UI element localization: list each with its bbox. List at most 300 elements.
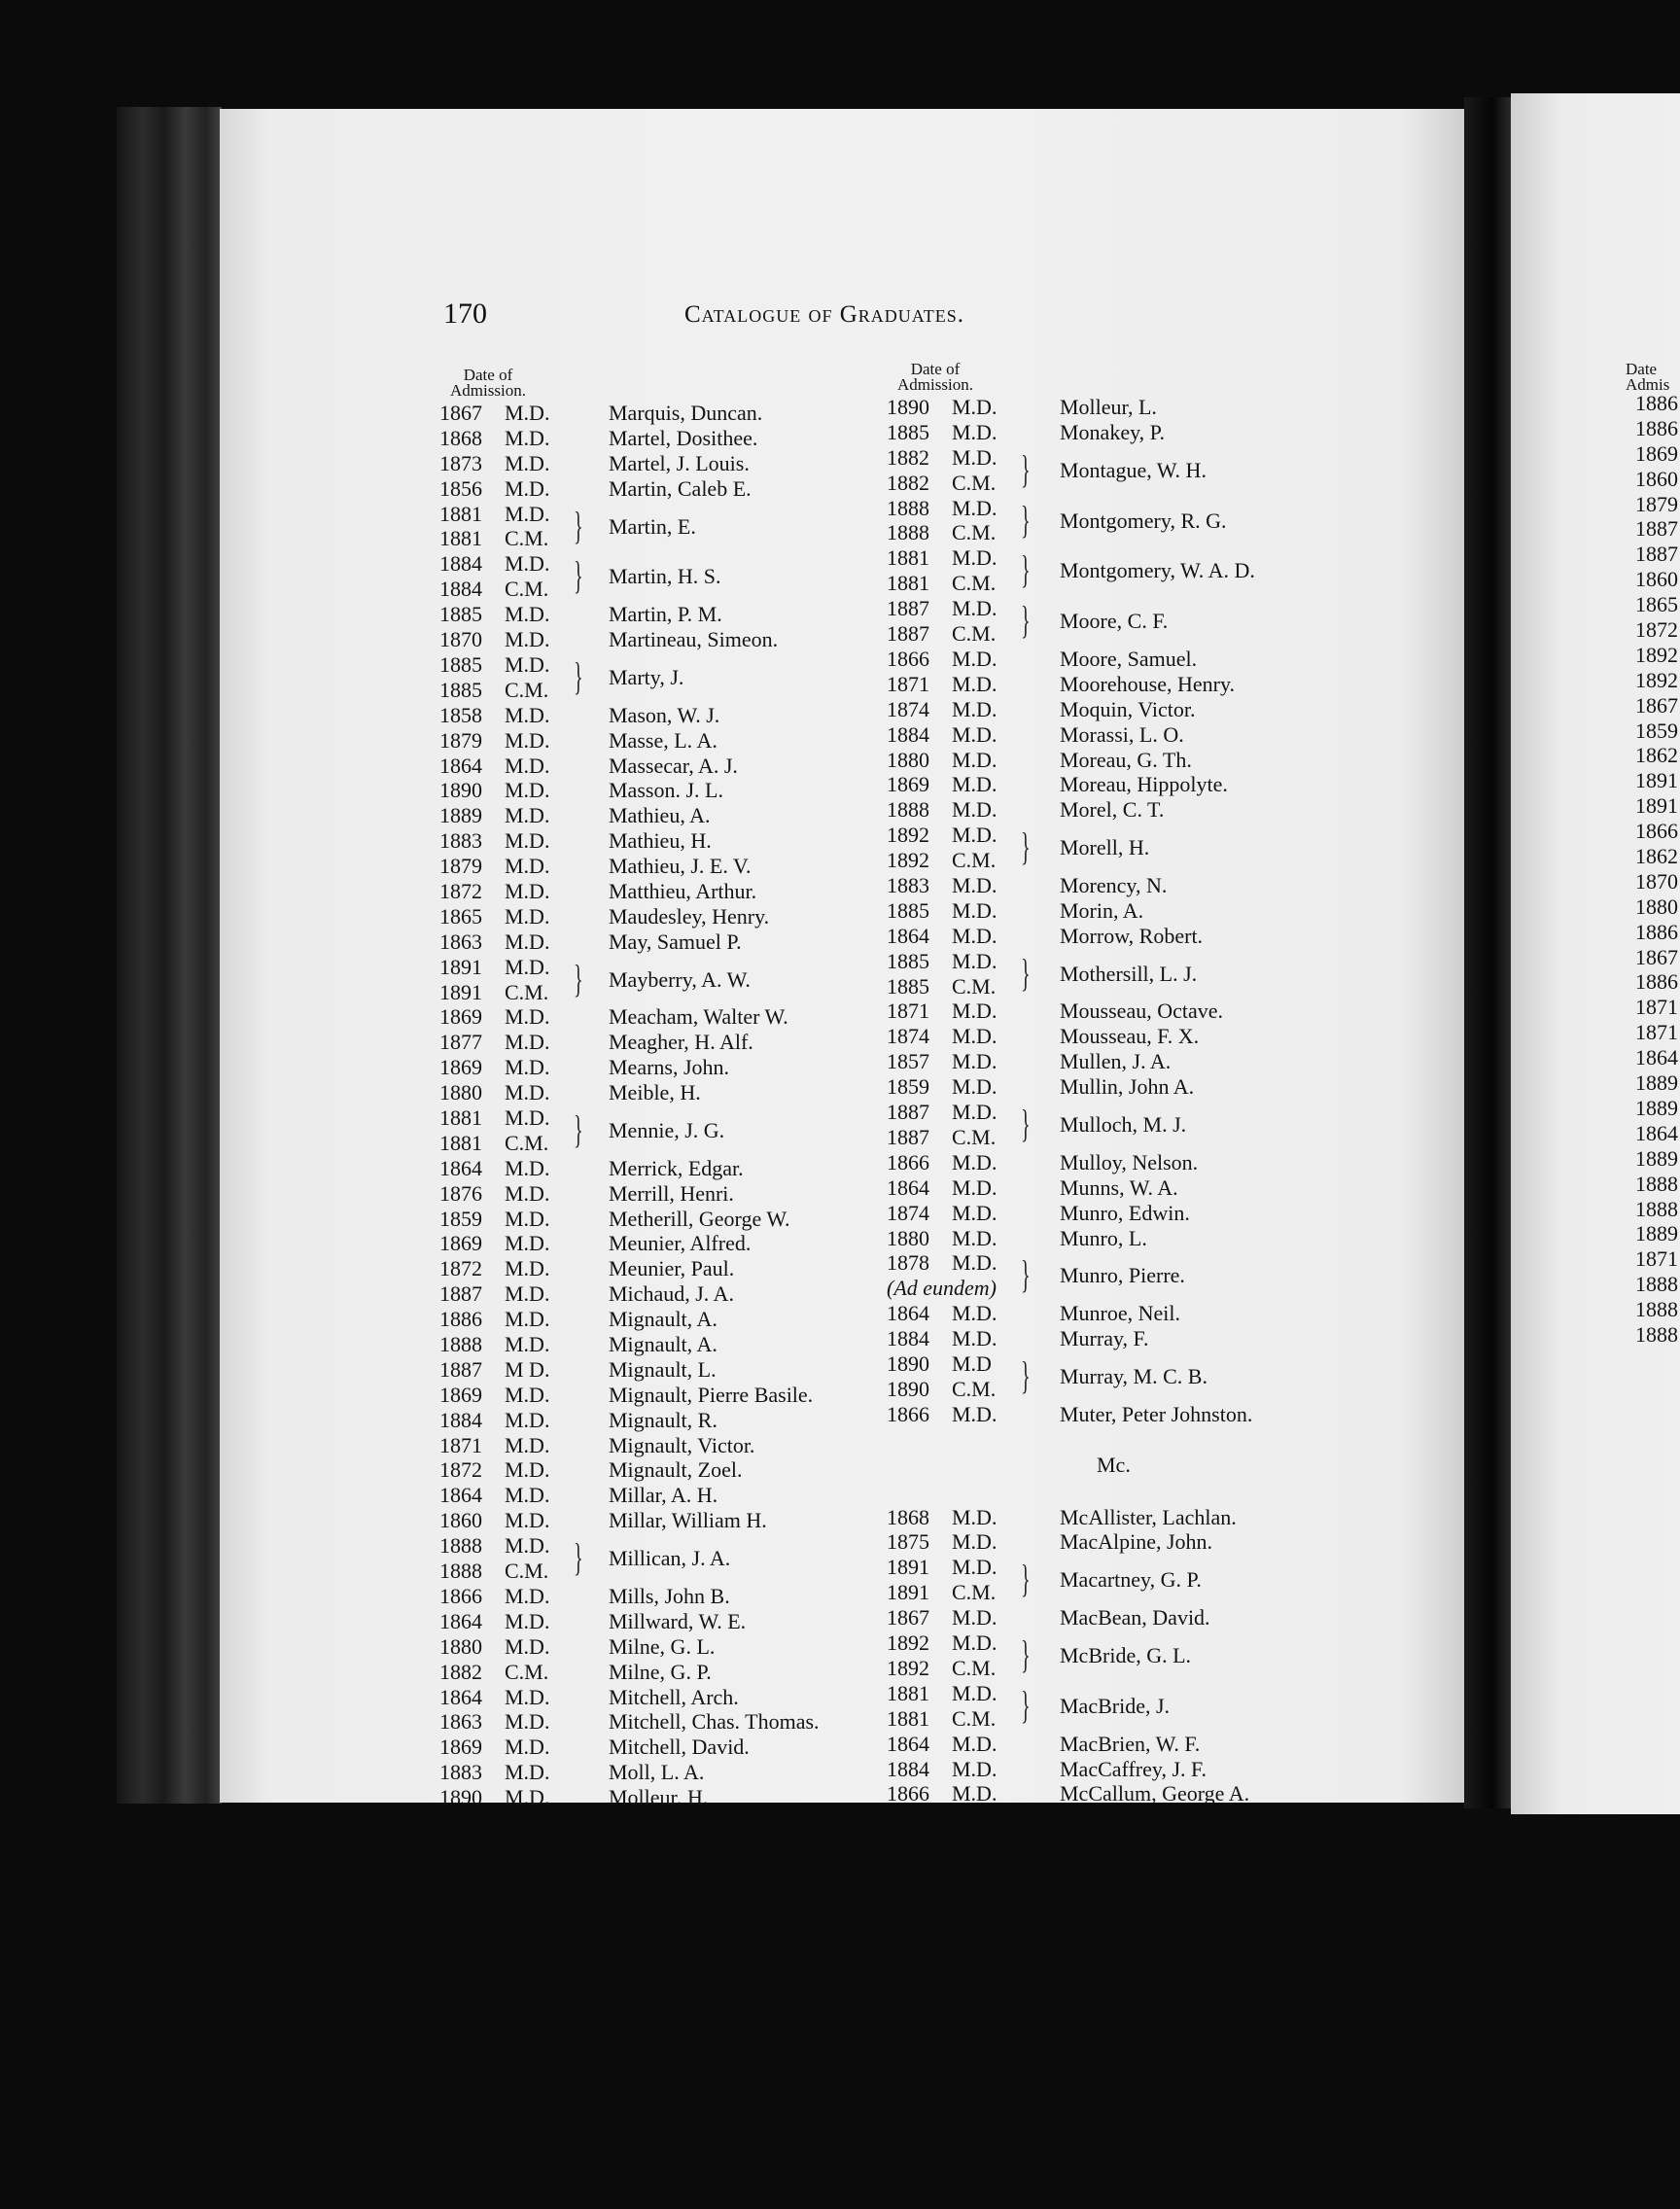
- graduate-entry-group: [887, 1351, 1373, 1402]
- degree: M.D.: [952, 1100, 998, 1125]
- graduate-name: Meunier, Alfred.: [609, 1231, 752, 1256]
- degree: M.D.: [952, 1756, 998, 1781]
- admission-year: 1884: [887, 1326, 929, 1351]
- admission-year: 1885: [887, 973, 929, 999]
- graduate-name: Meacham, Walter W.: [609, 1004, 788, 1030]
- admission-year: 1890: [439, 778, 482, 803]
- admission-year: 1882: [887, 470, 929, 495]
- facing-page-year: 1869: [1635, 440, 1678, 466]
- graduate-name: Mullen, J. A.: [1060, 1049, 1172, 1074]
- facing-page-year: 1864: [1635, 1045, 1678, 1070]
- admission-year: 1885: [887, 897, 929, 923]
- graduate-name: Merrill, Henri.: [609, 1180, 734, 1206]
- degree: M.D.: [505, 1231, 550, 1256]
- graduate-name: MacBean, David.: [1060, 1605, 1210, 1630]
- admission-year: 1879: [439, 854, 482, 879]
- admission-year: 1884: [887, 721, 929, 747]
- graduate-name: McAllister, Lachlan.: [1060, 1504, 1237, 1529]
- graduate-name: Millar, William H.: [609, 1508, 767, 1533]
- admission-year: 1864: [887, 1731, 929, 1756]
- admission-year: 1863: [439, 929, 482, 954]
- admission-year: 1881: [887, 571, 929, 596]
- graduate-entry-group: [439, 502, 896, 552]
- admission-year: 1892: [887, 848, 929, 873]
- degree: M D.: [505, 1356, 550, 1382]
- graduate-name: MacCaffrey, J. F.: [1060, 1756, 1207, 1781]
- graduate-entry: [439, 476, 896, 502]
- admission-year: 1880: [887, 1225, 929, 1250]
- admission-year: 1885: [887, 948, 929, 973]
- facing-page-year: 1862: [1635, 844, 1678, 869]
- degree: M.D.: [952, 721, 998, 747]
- graduate-name: Mason, W. J.: [609, 702, 720, 727]
- admission-year: 1865: [439, 903, 482, 929]
- graduate-entry: [887, 1757, 1373, 1782]
- admission-year: 1869: [439, 1735, 482, 1760]
- facing-page-years: [1635, 391, 1680, 1348]
- graduate-name: Mills, John B.: [609, 1583, 730, 1608]
- graduate-entry: [887, 873, 1373, 898]
- graduate-name: Matthieu, Arthur.: [609, 878, 757, 903]
- admission-year: 1879: [439, 727, 482, 753]
- facing-page-year: 1864: [1635, 1120, 1678, 1145]
- brace-mark: }: [1021, 497, 1031, 542]
- degree: M.D.: [505, 1684, 550, 1709]
- graduate-entry: [439, 1004, 896, 1030]
- degree: M.D.: [505, 1533, 550, 1559]
- graduate-name: Meunier, Paul.: [609, 1256, 735, 1281]
- facing-page-year: 1892: [1635, 667, 1678, 692]
- admission-year: 1884: [439, 551, 482, 577]
- facing-page-year: 1872: [1635, 617, 1678, 643]
- facing-page-year: 1889: [1635, 1145, 1678, 1171]
- graduate-entry: [887, 395, 1373, 420]
- admission-year: 1866: [887, 1401, 929, 1426]
- graduate-name: Munro, L.: [1060, 1225, 1147, 1250]
- graduate-name: Merrick, Edgar.: [609, 1155, 744, 1180]
- degree: C.M.: [505, 979, 549, 1004]
- section-heading-mc: Mc.: [1097, 1452, 1131, 1477]
- left-column: [439, 368, 896, 1810]
- degree: M.D.: [952, 444, 998, 470]
- graduate-entry: [887, 1402, 1373, 1427]
- admission-year: 1868: [887, 1504, 929, 1529]
- graduate-name: Martin, H. S.: [609, 564, 721, 589]
- admission-year: 1892: [887, 1630, 929, 1656]
- admission-year: 1858: [439, 702, 482, 727]
- degree: M.D.: [952, 671, 998, 696]
- graduate-name: Mathieu, H.: [609, 828, 712, 854]
- admission-year: 1871: [439, 1432, 482, 1457]
- admission-year: 1887: [887, 1124, 929, 1149]
- admission-year: 1885: [439, 677, 482, 702]
- left-entry-list: [439, 401, 896, 1810]
- facing-header-line: Date: [1626, 362, 1658, 378]
- graduate-name: Martin, P. M.: [609, 602, 722, 627]
- degree: M.D.: [952, 1680, 998, 1705]
- graduate-entry: [887, 1326, 1373, 1351]
- graduate-entry: [439, 929, 896, 955]
- admission-year: 1891: [887, 1580, 929, 1605]
- admission-year: 1891: [439, 954, 482, 979]
- graduate-name: Mignault, Zoel.: [609, 1457, 743, 1483]
- degree: M.D.: [952, 395, 998, 419]
- admission-year: 1864: [439, 1608, 482, 1633]
- graduate-entry: [439, 1357, 896, 1383]
- degree: C.M.: [505, 1659, 549, 1684]
- degree: M.D.: [952, 1529, 998, 1555]
- degree: M.D.: [952, 1605, 998, 1630]
- graduate-name: Munro, Edwin.: [1060, 1200, 1190, 1225]
- degree: C.M.: [952, 848, 997, 873]
- graduate-entry: [439, 1383, 896, 1408]
- graduate-entry: [887, 1781, 1373, 1806]
- admission-year: 1860: [439, 1508, 482, 1533]
- graduate-entry: [887, 1201, 1373, 1226]
- graduate-name: Moore, Samuel.: [1060, 646, 1198, 671]
- degree: M.D.: [952, 419, 998, 444]
- graduate-entry-group: [439, 652, 896, 703]
- facing-page-year: 1887: [1635, 542, 1678, 567]
- facing-page-year: 1888: [1635, 1171, 1678, 1196]
- graduate-name: Marquis, Duncan.: [609, 401, 763, 425]
- facing-page-year: 1886: [1635, 391, 1678, 415]
- graduate-entry: [439, 1433, 896, 1458]
- graduate-entry: [439, 1785, 896, 1810]
- degree: M.D.: [505, 1332, 550, 1357]
- graduate-entry: [887, 999, 1373, 1024]
- graduate-name: Mousseau, Octave.: [1060, 999, 1224, 1024]
- graduate-entry: [439, 1080, 896, 1105]
- admission-year: 1891: [887, 1555, 929, 1580]
- brace-mark: }: [1021, 446, 1031, 491]
- degree: M.D.: [505, 1735, 550, 1760]
- degree: M.D.: [952, 1149, 998, 1175]
- facing-page-year: 1886: [1635, 919, 1678, 944]
- admission-year: 1872: [439, 1457, 482, 1483]
- graduate-entry: [439, 1660, 896, 1685]
- admission-year: 1888: [887, 797, 929, 823]
- facing-page-year: 1860: [1635, 466, 1678, 491]
- admission-year: 1874: [887, 1024, 929, 1049]
- admission-year: 1872: [439, 1256, 482, 1281]
- admission-year: 1864: [887, 923, 929, 948]
- graduate-entry: [439, 1055, 896, 1080]
- graduate-name: Molleur, H.: [609, 1785, 709, 1810]
- degree: C.M.: [952, 973, 997, 999]
- graduate-entry: [887, 772, 1373, 797]
- degree: M.D.: [505, 778, 550, 803]
- graduate-name: Millican, J. A.: [609, 1546, 731, 1571]
- degree: M.D.: [952, 495, 998, 520]
- admission-year: 1884: [439, 577, 482, 602]
- graduate-name: Munroe, Neil.: [1060, 1301, 1181, 1326]
- degree: M.D.: [505, 1307, 550, 1332]
- degree: M.D.: [505, 1004, 550, 1030]
- graduate-entry: [439, 803, 896, 828]
- degree: M.D.: [952, 1301, 998, 1326]
- graduate-name: Michaud, J. A.: [609, 1281, 734, 1307]
- brace-mark: }: [1021, 950, 1031, 995]
- graduate-name: Meible, H.: [609, 1080, 701, 1105]
- facing-page-year: 1888: [1635, 1321, 1678, 1347]
- facing-page-year: 1871: [1635, 1020, 1678, 1045]
- brace-mark: }: [574, 956, 583, 1000]
- facing-header-line: Admis: [1626, 375, 1670, 393]
- graduate-name: Murray, M. C. B.: [1060, 1363, 1208, 1388]
- graduate-name: Morrow, Robert.: [1060, 923, 1204, 948]
- book-gutter: [1464, 97, 1511, 1808]
- graduate-name: Marty, J.: [609, 664, 684, 689]
- graduate-entry-group: [439, 1533, 896, 1584]
- page-number: 170: [443, 298, 487, 330]
- admission-year: 1882: [887, 444, 929, 470]
- graduate-name: MacAlpine, John.: [1060, 1529, 1213, 1555]
- admission-year: 1868: [439, 425, 482, 450]
- admission-year: 1881: [439, 526, 482, 551]
- degree: C.M.: [952, 1705, 997, 1731]
- admission-year: 1857: [887, 1049, 929, 1074]
- facing-page-year: 1871: [1635, 1246, 1678, 1272]
- graduate-name: Morell, H.: [1060, 835, 1150, 860]
- graduate-name: Mousseau, F. X.: [1060, 1024, 1200, 1049]
- admission-year: 1885: [887, 419, 929, 444]
- degree: M.D.: [952, 747, 998, 772]
- right-column: [887, 362, 1373, 1806]
- graduate-entry: [439, 728, 896, 754]
- degree: M.D.: [505, 727, 550, 753]
- graduate-entry: [439, 1685, 896, 1710]
- facing-page-year: 1867: [1635, 944, 1678, 969]
- admission-year: 1890: [887, 395, 929, 419]
- degree: M.D.: [952, 696, 998, 721]
- graduate-name: Morel, C. T.: [1060, 797, 1165, 823]
- facing-page-year: 1879: [1635, 491, 1678, 516]
- graduate-entry: [439, 828, 896, 854]
- degree: M.D.: [952, 1731, 998, 1756]
- graduate-entry: [439, 1231, 896, 1256]
- admission-year: 1859: [887, 1074, 929, 1100]
- graduate-entry: [887, 1049, 1373, 1074]
- admission-year: 1886: [439, 1307, 482, 1332]
- graduate-name: Moquin, Victor.: [1060, 696, 1196, 721]
- graduate-name: Mulloy, Nelson.: [1060, 1149, 1199, 1175]
- graduate-entry-group: [439, 955, 896, 1005]
- admission-year: 1866: [887, 1781, 929, 1806]
- graduate-name: Murray, F.: [1060, 1326, 1149, 1351]
- graduate-entry: [439, 426, 896, 451]
- facing-page-year: 1870: [1635, 868, 1678, 894]
- degree: M.D.: [505, 878, 550, 903]
- facing-page-year: 1887: [1635, 516, 1678, 542]
- brace-mark: }: [574, 653, 583, 698]
- brace-mark: }: [1021, 1682, 1031, 1727]
- admission-year: 1891: [439, 979, 482, 1004]
- degree: M.D.: [505, 1180, 550, 1206]
- degree: M.D.: [505, 903, 550, 929]
- graduate-entry: [887, 797, 1373, 823]
- admission-year: 1888: [439, 1533, 482, 1559]
- graduate-entry-group: [887, 823, 1373, 873]
- degree: M.D.: [952, 646, 998, 671]
- graduate-entry: [439, 1181, 896, 1207]
- graduate-name: Milne, G. L.: [609, 1633, 716, 1659]
- graduate-entry: [887, 1175, 1373, 1201]
- admission-year: 1869: [439, 1231, 482, 1256]
- graduate-name: Mitchell, Chas. Thomas.: [609, 1709, 820, 1735]
- admission-year: 1880: [439, 1633, 482, 1659]
- degree: M.D.: [505, 1709, 550, 1735]
- admission-year: 1881: [439, 501, 482, 526]
- degree: M.D.: [505, 401, 550, 425]
- admission-year: 1867: [887, 1605, 929, 1630]
- graduate-name: Morency, N.: [1060, 873, 1168, 897]
- degree: M.D.: [952, 923, 998, 948]
- degree: M.D.: [505, 828, 550, 854]
- degree: M.D: [952, 1350, 992, 1376]
- graduate-entry-group: [887, 445, 1373, 496]
- admission-year: (Ad eundem): [887, 1276, 998, 1301]
- admission-year: 1892: [887, 1655, 929, 1680]
- graduate-name: Montague, W. H.: [1060, 457, 1207, 482]
- degree: C.M.: [952, 470, 997, 495]
- graduate-name: Monakey, P.: [1060, 419, 1165, 444]
- admission-year: 1864: [439, 1684, 482, 1709]
- degree: M.D.: [505, 651, 550, 677]
- degree: M.D.: [505, 954, 550, 979]
- degree: M.D.: [505, 551, 550, 577]
- admission-year: 1876: [439, 1180, 482, 1206]
- facing-page-year: 1888: [1635, 1272, 1678, 1297]
- graduate-entry: [887, 1732, 1373, 1757]
- admission-year: 1859: [439, 1206, 482, 1231]
- graduate-entry: [887, 1074, 1373, 1100]
- admission-year: 1878: [887, 1250, 929, 1276]
- degree: M.D.: [505, 627, 550, 652]
- graduate-name: Mayberry, A. W.: [609, 966, 751, 992]
- degree: M.D.: [952, 1250, 998, 1276]
- graduate-name: Martin, E.: [609, 513, 696, 539]
- graduate-entry: [439, 1156, 896, 1181]
- graduate-name: MacBrien, W. F.: [1060, 1731, 1201, 1756]
- graduate-entry: [439, 1207, 896, 1232]
- graduate-entry: [887, 1529, 1373, 1555]
- graduate-entry: [439, 1030, 896, 1055]
- admission-year: 1870: [439, 627, 482, 652]
- column-header-line: Date of: [910, 360, 961, 378]
- admission-year: 1869: [439, 1382, 482, 1407]
- facing-page-year: 1889: [1635, 1095, 1678, 1120]
- admission-year: 1874: [887, 1200, 929, 1225]
- book-spine: [117, 107, 222, 1804]
- degree: M.D.: [505, 450, 550, 475]
- admission-year: 1864: [439, 753, 482, 778]
- degree: M.D.: [952, 1326, 998, 1351]
- degree: M.D.: [505, 1432, 550, 1457]
- admission-year: 1866: [887, 646, 929, 671]
- graduate-name: Massecar, A. J.: [609, 753, 738, 778]
- admission-year: 1887: [887, 596, 929, 621]
- graduate-entry-group: [887, 1681, 1373, 1732]
- graduate-name: Mignault, A.: [609, 1307, 718, 1332]
- degree: M.D.: [505, 1633, 550, 1659]
- facing-page-year: 1888: [1635, 1196, 1678, 1221]
- degree: M.D.: [505, 854, 550, 879]
- admission-year: 1883: [439, 828, 482, 854]
- admission-year: 1864: [887, 1301, 929, 1326]
- graduate-name: Martel, J. Louis.: [609, 450, 750, 475]
- column-header-line: Admission.: [897, 375, 973, 394]
- admission-year: 1866: [439, 1583, 482, 1608]
- facing-page-year: 1886: [1635, 415, 1678, 440]
- degree: M.D.: [952, 1024, 998, 1049]
- degree: M.D.: [952, 545, 998, 571]
- graduate-name: Mignault, R.: [609, 1407, 718, 1432]
- graduate-entry-group: [439, 1105, 896, 1156]
- graduate-name: Molleur, L.: [1060, 395, 1157, 419]
- graduate-entry: [439, 1709, 896, 1735]
- degree: C.M.: [952, 1124, 997, 1149]
- brace-mark: }: [1021, 824, 1031, 869]
- graduate-name: Moll, L. A.: [609, 1760, 705, 1785]
- graduate-name: Milne, G. P.: [609, 1659, 712, 1684]
- graduate-name: Masse, L. A.: [609, 727, 718, 753]
- graduate-name: MacBride, J.: [1060, 1693, 1171, 1718]
- graduate-name: Martel, Dosithee.: [609, 425, 758, 450]
- mc-entry-list: [887, 1505, 1373, 1807]
- admission-year: 1881: [887, 1705, 929, 1731]
- graduate-entry: [439, 1332, 896, 1357]
- graduate-entry: [439, 854, 896, 879]
- admission-year: 1888: [439, 1332, 482, 1357]
- column-header: [439, 368, 537, 399]
- graduate-entry: [439, 778, 896, 803]
- graduate-entry-group: [887, 1250, 1373, 1301]
- brace-mark: }: [574, 1107, 583, 1151]
- admission-year: 1884: [439, 1407, 482, 1432]
- graduate-entry: [439, 703, 896, 728]
- admission-year: 1869: [887, 772, 929, 797]
- graduate-entry: [439, 879, 896, 904]
- facing-page-year: 1889: [1635, 1070, 1678, 1096]
- admission-year: 1890: [887, 1376, 929, 1401]
- graduate-entry: [887, 647, 1373, 672]
- graduate-entry-group: [439, 551, 896, 602]
- graduate-entry-group: [887, 1630, 1373, 1681]
- degree: C.M.: [952, 571, 997, 596]
- graduate-name: Moreau, Hippolyte.: [1060, 772, 1228, 797]
- degree: M.D.: [952, 1175, 998, 1200]
- column-header-line: Date of: [463, 366, 513, 384]
- degree: M.D.: [505, 1407, 550, 1432]
- degree: M.D.: [505, 1080, 550, 1105]
- degree: C.M.: [952, 520, 997, 545]
- graduate-entry: [439, 754, 896, 779]
- graduate-name: Mitchell, David.: [609, 1735, 750, 1760]
- admission-year: 1877: [439, 1030, 482, 1055]
- brace-mark: }: [1021, 1352, 1031, 1397]
- graduate-name: Montgomery, R. G.: [1060, 508, 1227, 533]
- admission-year: 1875: [887, 1529, 929, 1555]
- graduate-entry: [439, 1457, 896, 1483]
- admission-year: 1888: [439, 1559, 482, 1584]
- admission-year: 1871: [887, 671, 929, 696]
- admission-year: 1867: [439, 401, 482, 425]
- degree: M.D.: [505, 1483, 550, 1508]
- graduate-name: Mulloch, M. J.: [1060, 1112, 1187, 1138]
- admission-year: 1890: [439, 1785, 482, 1810]
- degree: M.D.: [505, 1785, 550, 1810]
